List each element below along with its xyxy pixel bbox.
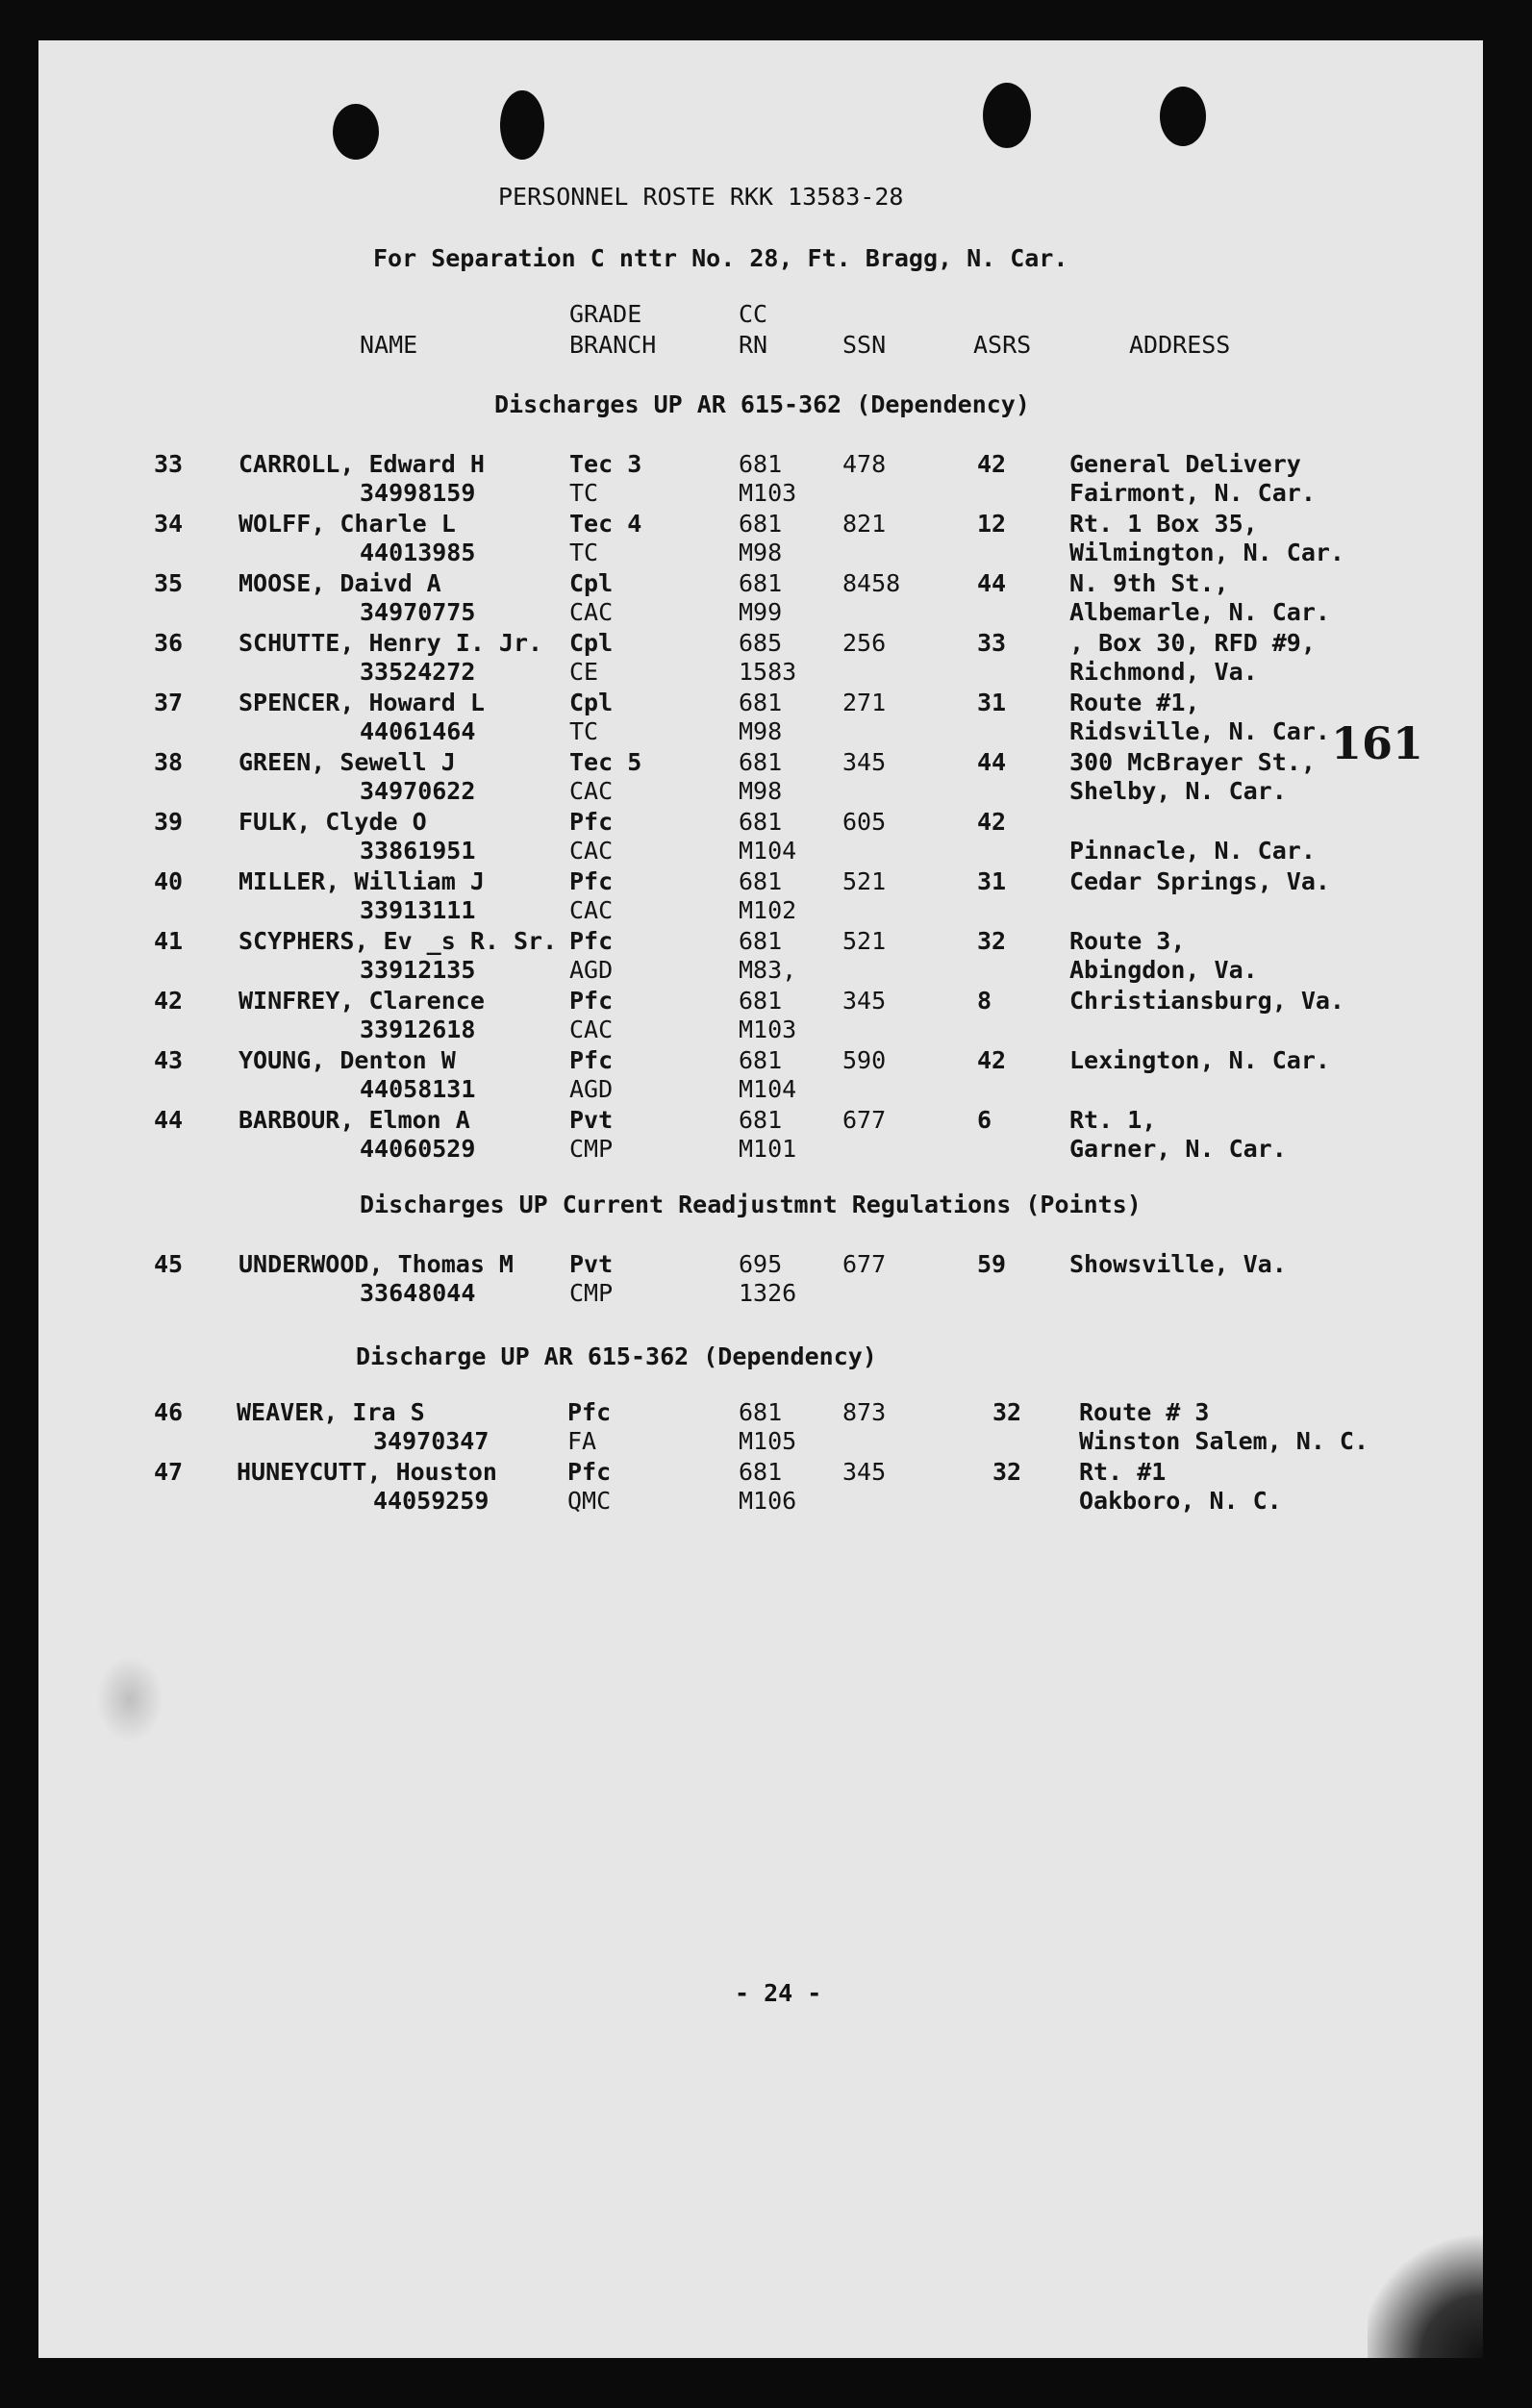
row-number: 35 [154, 569, 184, 597]
row-grade: Tec 4 [569, 510, 642, 538]
row-serial-number: 34970775 [360, 598, 476, 626]
row-asrs: 59 [977, 1250, 1007, 1278]
row-asrs: 42 [977, 450, 1007, 478]
column-header-cc: CC [739, 300, 768, 328]
row-name: SCHUTTE, Henry I. Jr. [239, 629, 543, 657]
row-name: WEAVER, Ira S [237, 1398, 425, 1426]
row-branch: TC [569, 539, 599, 566]
row-grade: Pfc [567, 1398, 612, 1426]
row-rn: M104 [739, 837, 797, 865]
row-asrs: 42 [977, 808, 1007, 836]
row-number: 43 [154, 1046, 184, 1074]
row-branch: QMC [567, 1487, 612, 1515]
row-number: 33 [154, 450, 184, 478]
row-asrs: 44 [977, 569, 1007, 597]
row-name: YOUNG, Denton W [239, 1046, 456, 1074]
row-number: 41 [154, 927, 184, 955]
row-cc: 681 [739, 1398, 783, 1426]
row-address-line1: N. 9th St., [1069, 569, 1229, 597]
page-number: - 24 - [735, 1979, 822, 2007]
row-address-line2: Wilmington, N. Car. [1069, 539, 1344, 566]
row-serial-number: 34998159 [360, 479, 476, 507]
row-branch: CMP [569, 1279, 614, 1307]
row-ssn: 478 [842, 450, 887, 478]
row-asrs: 32 [992, 1458, 1022, 1486]
row-serial-number: 33913111 [360, 896, 476, 924]
section-heading: Discharge UP AR 615-362 (Dependency) [356, 1342, 877, 1370]
row-address-line2: Shelby, N. Car. [1069, 777, 1287, 805]
row-rn: 1583 [739, 658, 797, 686]
punch-hole [983, 83, 1031, 148]
row-rn: M83, [739, 956, 797, 984]
row-ssn: 590 [842, 1046, 887, 1074]
punch-hole [500, 90, 544, 160]
row-cc: 681 [739, 927, 783, 955]
row-ssn: 345 [842, 1458, 887, 1486]
row-ssn: 873 [842, 1398, 887, 1426]
row-ssn: 521 [842, 867, 887, 895]
row-address-line1: Route #1, [1069, 689, 1200, 716]
smudge-mark [96, 1656, 163, 1743]
row-number: 34 [154, 510, 184, 538]
row-name: HUNEYCUTT, Houston [237, 1458, 497, 1486]
punch-hole [333, 104, 379, 160]
row-address-line2: Fairmont, N. Car. [1069, 479, 1316, 507]
row-branch: CAC [569, 896, 614, 924]
row-name: BARBOUR, Elmon A [239, 1106, 470, 1134]
column-header-grade: GRADE [569, 300, 642, 328]
row-cc: 695 [739, 1250, 783, 1278]
row-address-line1: Route 3, [1069, 927, 1186, 955]
row-grade: Tec 3 [569, 450, 642, 478]
row-asrs: 31 [977, 867, 1007, 895]
row-grade: Tec 5 [569, 748, 642, 776]
row-serial-number: 44061464 [360, 717, 476, 745]
row-cc: 681 [739, 450, 783, 478]
row-name: SPENCER, Howard L [239, 689, 485, 716]
row-name: MILLER, William J [239, 867, 485, 895]
row-branch: FA [567, 1427, 597, 1455]
row-rn: M99 [739, 598, 783, 626]
row-name: GREEN, Sewell J [239, 748, 456, 776]
row-rn: M101 [739, 1135, 797, 1163]
row-address-line1: Cedar Springs, Va. [1069, 867, 1330, 895]
row-branch: TC [569, 479, 599, 507]
row-address-line2: Winston Salem, N. C. [1079, 1427, 1369, 1455]
row-name: MOOSE, Daivd A [239, 569, 441, 597]
row-branch: CAC [569, 777, 614, 805]
row-rn: 1326 [739, 1279, 797, 1307]
row-cc: 685 [739, 629, 783, 657]
row-rn: M98 [739, 777, 783, 805]
row-branch: CMP [569, 1135, 614, 1163]
column-header-rn: RN [739, 331, 768, 359]
row-serial-number: 34970622 [360, 777, 476, 805]
row-rn: M103 [739, 479, 797, 507]
column-header-ssn: SSN [842, 331, 887, 359]
row-rn: M98 [739, 717, 783, 745]
row-asrs: 12 [977, 510, 1007, 538]
row-address-line2: Oakboro, N. C. [1079, 1487, 1282, 1515]
header-subtitle: For Separation C nttr No. 28, Ft. Bragg, N. Car. [373, 244, 1068, 272]
row-serial-number: 33524272 [360, 658, 476, 686]
row-branch: AGD [569, 1075, 614, 1103]
row-asrs: 32 [977, 927, 1007, 955]
row-serial-number: 44060529 [360, 1135, 476, 1163]
row-serial-number: 33861951 [360, 837, 476, 865]
row-ssn: 677 [842, 1250, 887, 1278]
row-serial-number: 44059259 [373, 1487, 490, 1515]
section-heading: Discharges UP Current Readjustmnt Regulations (Points) [360, 1191, 1142, 1218]
row-cc: 681 [739, 510, 783, 538]
row-ssn: 256 [842, 629, 887, 657]
row-branch: TC [569, 717, 599, 745]
row-grade: Pfc [569, 808, 614, 836]
row-cc: 681 [739, 1106, 783, 1134]
row-ssn: 521 [842, 927, 887, 955]
row-asrs: 42 [977, 1046, 1007, 1074]
row-asrs: 44 [977, 748, 1007, 776]
column-header-branch: BRANCH [569, 331, 657, 359]
row-number: 47 [154, 1458, 184, 1486]
row-serial-number: 34970347 [373, 1427, 490, 1455]
row-asrs: 32 [992, 1398, 1022, 1426]
row-rn: M102 [739, 896, 797, 924]
row-cc: 681 [739, 569, 783, 597]
row-address-line2: Ridsville, N. Car. [1069, 717, 1330, 745]
row-ssn: 8458 [842, 569, 901, 597]
row-address-line1: , Box 30, RFD #9, [1069, 629, 1316, 657]
row-name: WOLFF, Charle L [239, 510, 456, 538]
column-header-address: ADDRESS [1129, 331, 1231, 359]
row-ssn: 605 [842, 808, 887, 836]
row-cc: 681 [739, 808, 783, 836]
row-grade: Pvt [569, 1106, 614, 1134]
row-address-line1: Route # 3 [1079, 1398, 1210, 1426]
row-number: 45 [154, 1250, 184, 1278]
row-asrs: 31 [977, 689, 1007, 716]
row-serial-number: 33912618 [360, 1016, 476, 1043]
row-branch: CE [569, 658, 599, 686]
row-grade: Pfc [569, 987, 614, 1015]
row-ssn: 345 [842, 748, 887, 776]
row-branch: AGD [569, 956, 614, 984]
row-address-line2: Garner, N. Car. [1069, 1135, 1287, 1163]
column-header-asrs: ASRS [973, 331, 1032, 359]
row-address-line1: Lexington, N. Car. [1069, 1046, 1330, 1074]
row-name: SCYPHERS, Ev _s R. Sr. [239, 927, 558, 955]
row-grade: Pfc [569, 867, 614, 895]
row-address-line2: Albemarle, N. Car. [1069, 598, 1330, 626]
row-grade: Pfc [569, 1046, 614, 1074]
row-grade: Cpl [569, 689, 614, 716]
header-title: PERSONNEL ROSTE RKK 13583-28 [498, 183, 904, 211]
row-branch: CAC [569, 1016, 614, 1043]
row-rn: M104 [739, 1075, 797, 1103]
row-number: 39 [154, 808, 184, 836]
row-rn: M98 [739, 539, 783, 566]
row-name: WINFREY, Clarence [239, 987, 485, 1015]
row-ssn: 345 [842, 987, 887, 1015]
row-grade: Pvt [569, 1250, 614, 1278]
row-address-line1: Rt. 1 Box 35, [1069, 510, 1258, 538]
torn-corner [1368, 2223, 1483, 2358]
row-address-line1: Rt. #1 [1079, 1458, 1167, 1486]
row-address-line1: General Delivery [1069, 450, 1301, 478]
row-address-line2: Pinnacle, N. Car. [1069, 837, 1316, 865]
row-ssn: 821 [842, 510, 887, 538]
row-name: UNDERWOOD, Thomas M [239, 1250, 514, 1278]
row-number: 38 [154, 748, 184, 776]
row-grade: Cpl [569, 629, 614, 657]
row-rn: M106 [739, 1487, 797, 1515]
row-cc: 681 [739, 867, 783, 895]
margin-stamp: 161 [1331, 717, 1424, 769]
section-heading: Discharges UP AR 615-362 (Dependency) [494, 390, 1030, 418]
row-address-line2: Richmond, Va. [1069, 658, 1258, 686]
row-rn: M103 [739, 1016, 797, 1043]
row-grade: Pfc [567, 1458, 612, 1486]
row-number: 37 [154, 689, 184, 716]
row-address-line1: Rt. 1, [1069, 1106, 1157, 1134]
row-serial-number: 44058131 [360, 1075, 476, 1103]
row-number: 46 [154, 1398, 184, 1426]
row-cc: 681 [739, 748, 783, 776]
row-cc: 681 [739, 1046, 783, 1074]
row-address-line1: Christiansburg, Va. [1069, 987, 1344, 1015]
row-address-line1: 300 McBrayer St., [1069, 748, 1316, 776]
row-grade: Pfc [569, 927, 614, 955]
row-number: 36 [154, 629, 184, 657]
row-name: CARROLL, Edward H [239, 450, 485, 478]
column-header-name: NAME [360, 331, 418, 359]
row-cc: 681 [739, 1458, 783, 1486]
row-number: 42 [154, 987, 184, 1015]
row-rn: M105 [739, 1427, 797, 1455]
row-serial-number: 44013985 [360, 539, 476, 566]
row-cc: 681 [739, 689, 783, 716]
row-name: FULK, Clyde O [239, 808, 427, 836]
row-serial-number: 33912135 [360, 956, 476, 984]
row-ssn: 271 [842, 689, 887, 716]
row-grade: Cpl [569, 569, 614, 597]
row-ssn: 677 [842, 1106, 887, 1134]
row-asrs: 6 [977, 1106, 992, 1134]
row-address-line2: Abingdon, Va. [1069, 956, 1258, 984]
row-serial-number: 33648044 [360, 1279, 476, 1307]
row-asrs: 33 [977, 629, 1007, 657]
punch-hole [1160, 87, 1206, 146]
row-branch: CAC [569, 837, 614, 865]
row-address-line1: Showsville, Va. [1069, 1250, 1287, 1278]
row-asrs: 8 [977, 987, 992, 1015]
row-number: 44 [154, 1106, 184, 1134]
row-branch: CAC [569, 598, 614, 626]
row-number: 40 [154, 867, 184, 895]
row-cc: 681 [739, 987, 783, 1015]
